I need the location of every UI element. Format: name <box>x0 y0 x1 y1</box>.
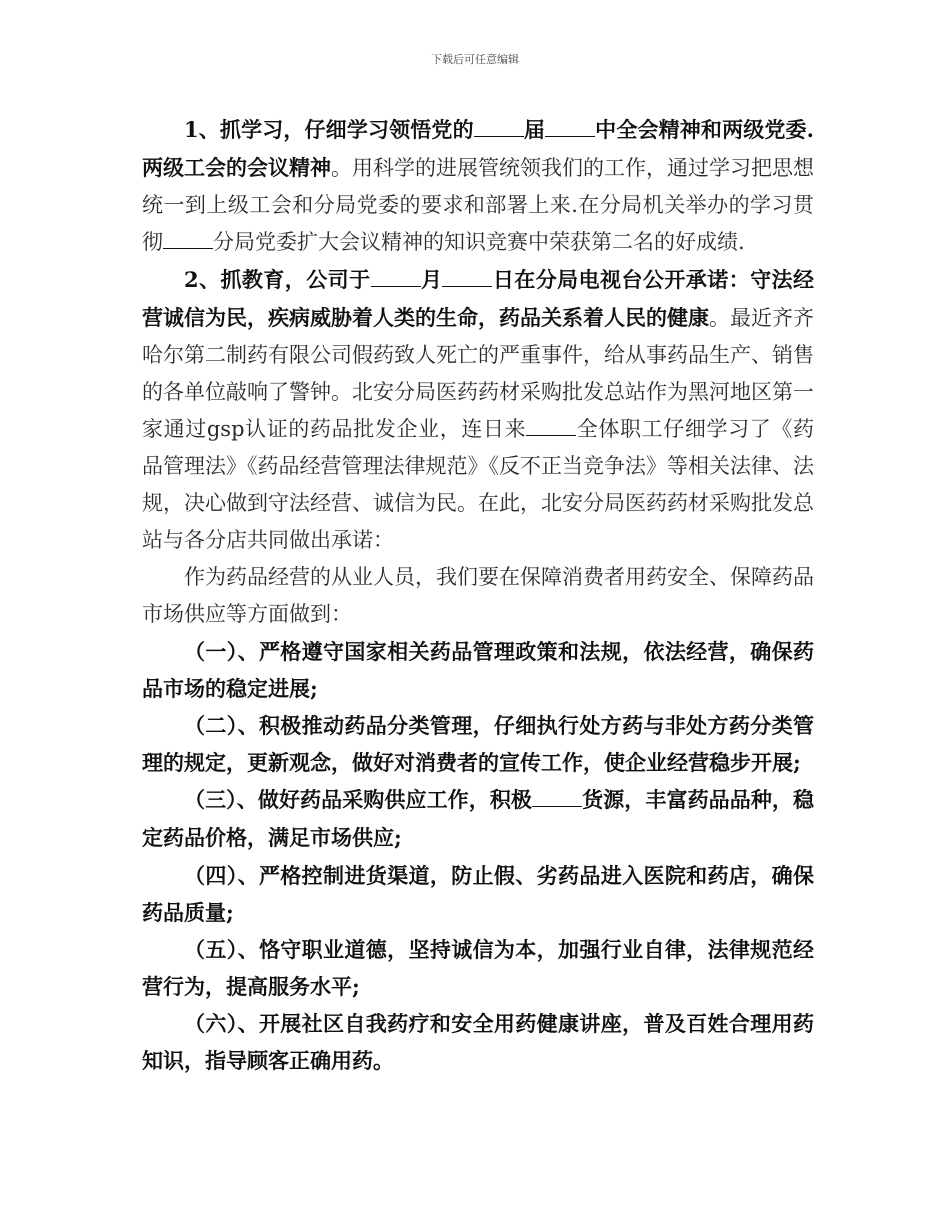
paragraph-1-normal-a: 。用科学的进展管统领我们的工作，通过学习把思想统一到上级工会和分局党委的要求和部署上来.在分局机关举办的学习贯彻 <box>142 156 814 254</box>
commitment-3 <box>142 781 814 857</box>
paragraph-2-bold-a: 2、抓教育，公司于 <box>184 267 371 292</box>
paragraph-1-normal-b: 分局党委扩大会议精神的知识竞赛中荣获第二名的好成绩. <box>213 230 745 254</box>
paragraph-1-bold-a: 1、抓学习，仔细学习领悟党的 <box>184 117 474 142</box>
paragraph-1 <box>142 111 814 261</box>
paragraph-1-bold-c: 中全会精神和两级党委.两级工会的会议精神 <box>142 117 814 180</box>
commitment-6: （六）、开展社区自我药疗和安全用药健康讲座，普及百姓合理用药知识，指导顾客正确用药。 <box>142 1011 814 1073</box>
blank-line <box>442 266 492 287</box>
paragraph-2-bold-b: 月 <box>420 267 443 292</box>
paragraph-1-bold-b: 届 <box>523 117 546 142</box>
blank-line <box>532 786 582 807</box>
paragraph-2-normal-b: 全体职工仔细学习了《药品管理法》《药品经营管理法律规范》《反不正当竞争法》等相关法律、法规，决心做到守法经营、诚信为民。在此，北安分局医药药材采购批发总站与各分店共同做出承诺： <box>142 417 814 552</box>
commitment-2: （二）、积极推动药品分类管理，仔细执行处方药与非处方药分类管理的规定，更新观念，做好对消费者的宣传工作，使企业经营稳步开展; <box>142 713 814 775</box>
blank-line <box>545 116 595 137</box>
blank-line <box>371 266 421 287</box>
commitment-3-bold-b: 货源，丰富药品品种，稳定药品价格，满足市场供应; <box>142 787 815 850</box>
paragraph-2-bold-c: 日在分局电视台公开承诺：守法经营诚信为民，疾病威胁着人类的生命，药品关系着人民的健康 <box>142 267 814 330</box>
blank-line <box>474 116 524 137</box>
commitment-3-bold-a: （三）、做好药品采购供应工作，积极 <box>184 787 533 812</box>
page-header: 下载后可任意编辑 <box>431 53 519 66</box>
document-body <box>142 111 814 1079</box>
commitment-4: （四）、严格控制进货渠道，防止假、劣药品进入医院和药店，确保药品质量; <box>142 863 814 925</box>
paragraph-2-normal-a: 。最近齐齐哈尔第二制药有限公司假药致人死亡的严重事件，给从事药品生产、销售的各单位敲响了警钟。北安分局医药药材采购批发总站作为黑河地区第一家通过gsp认证的药品批发企业，连日来 <box>142 306 814 441</box>
commitment-1: （一）、严格遵守国家相关药品管理政策和法规，依法经营，确保药品市场的稳定进展; <box>142 639 814 701</box>
commitment-5: （五）、恪守职业道德，坚持诚信为本，加强行业自律，法律规范经营行为，提高服务水平; <box>142 937 814 999</box>
paragraph-2 <box>142 261 814 559</box>
blank-line <box>163 228 213 249</box>
paragraph-3: 作为药品经营的从业人员，我们要在保障消费者用药安全、保障药品市场供应等方面做到： <box>142 565 814 626</box>
blank-line <box>526 415 576 436</box>
